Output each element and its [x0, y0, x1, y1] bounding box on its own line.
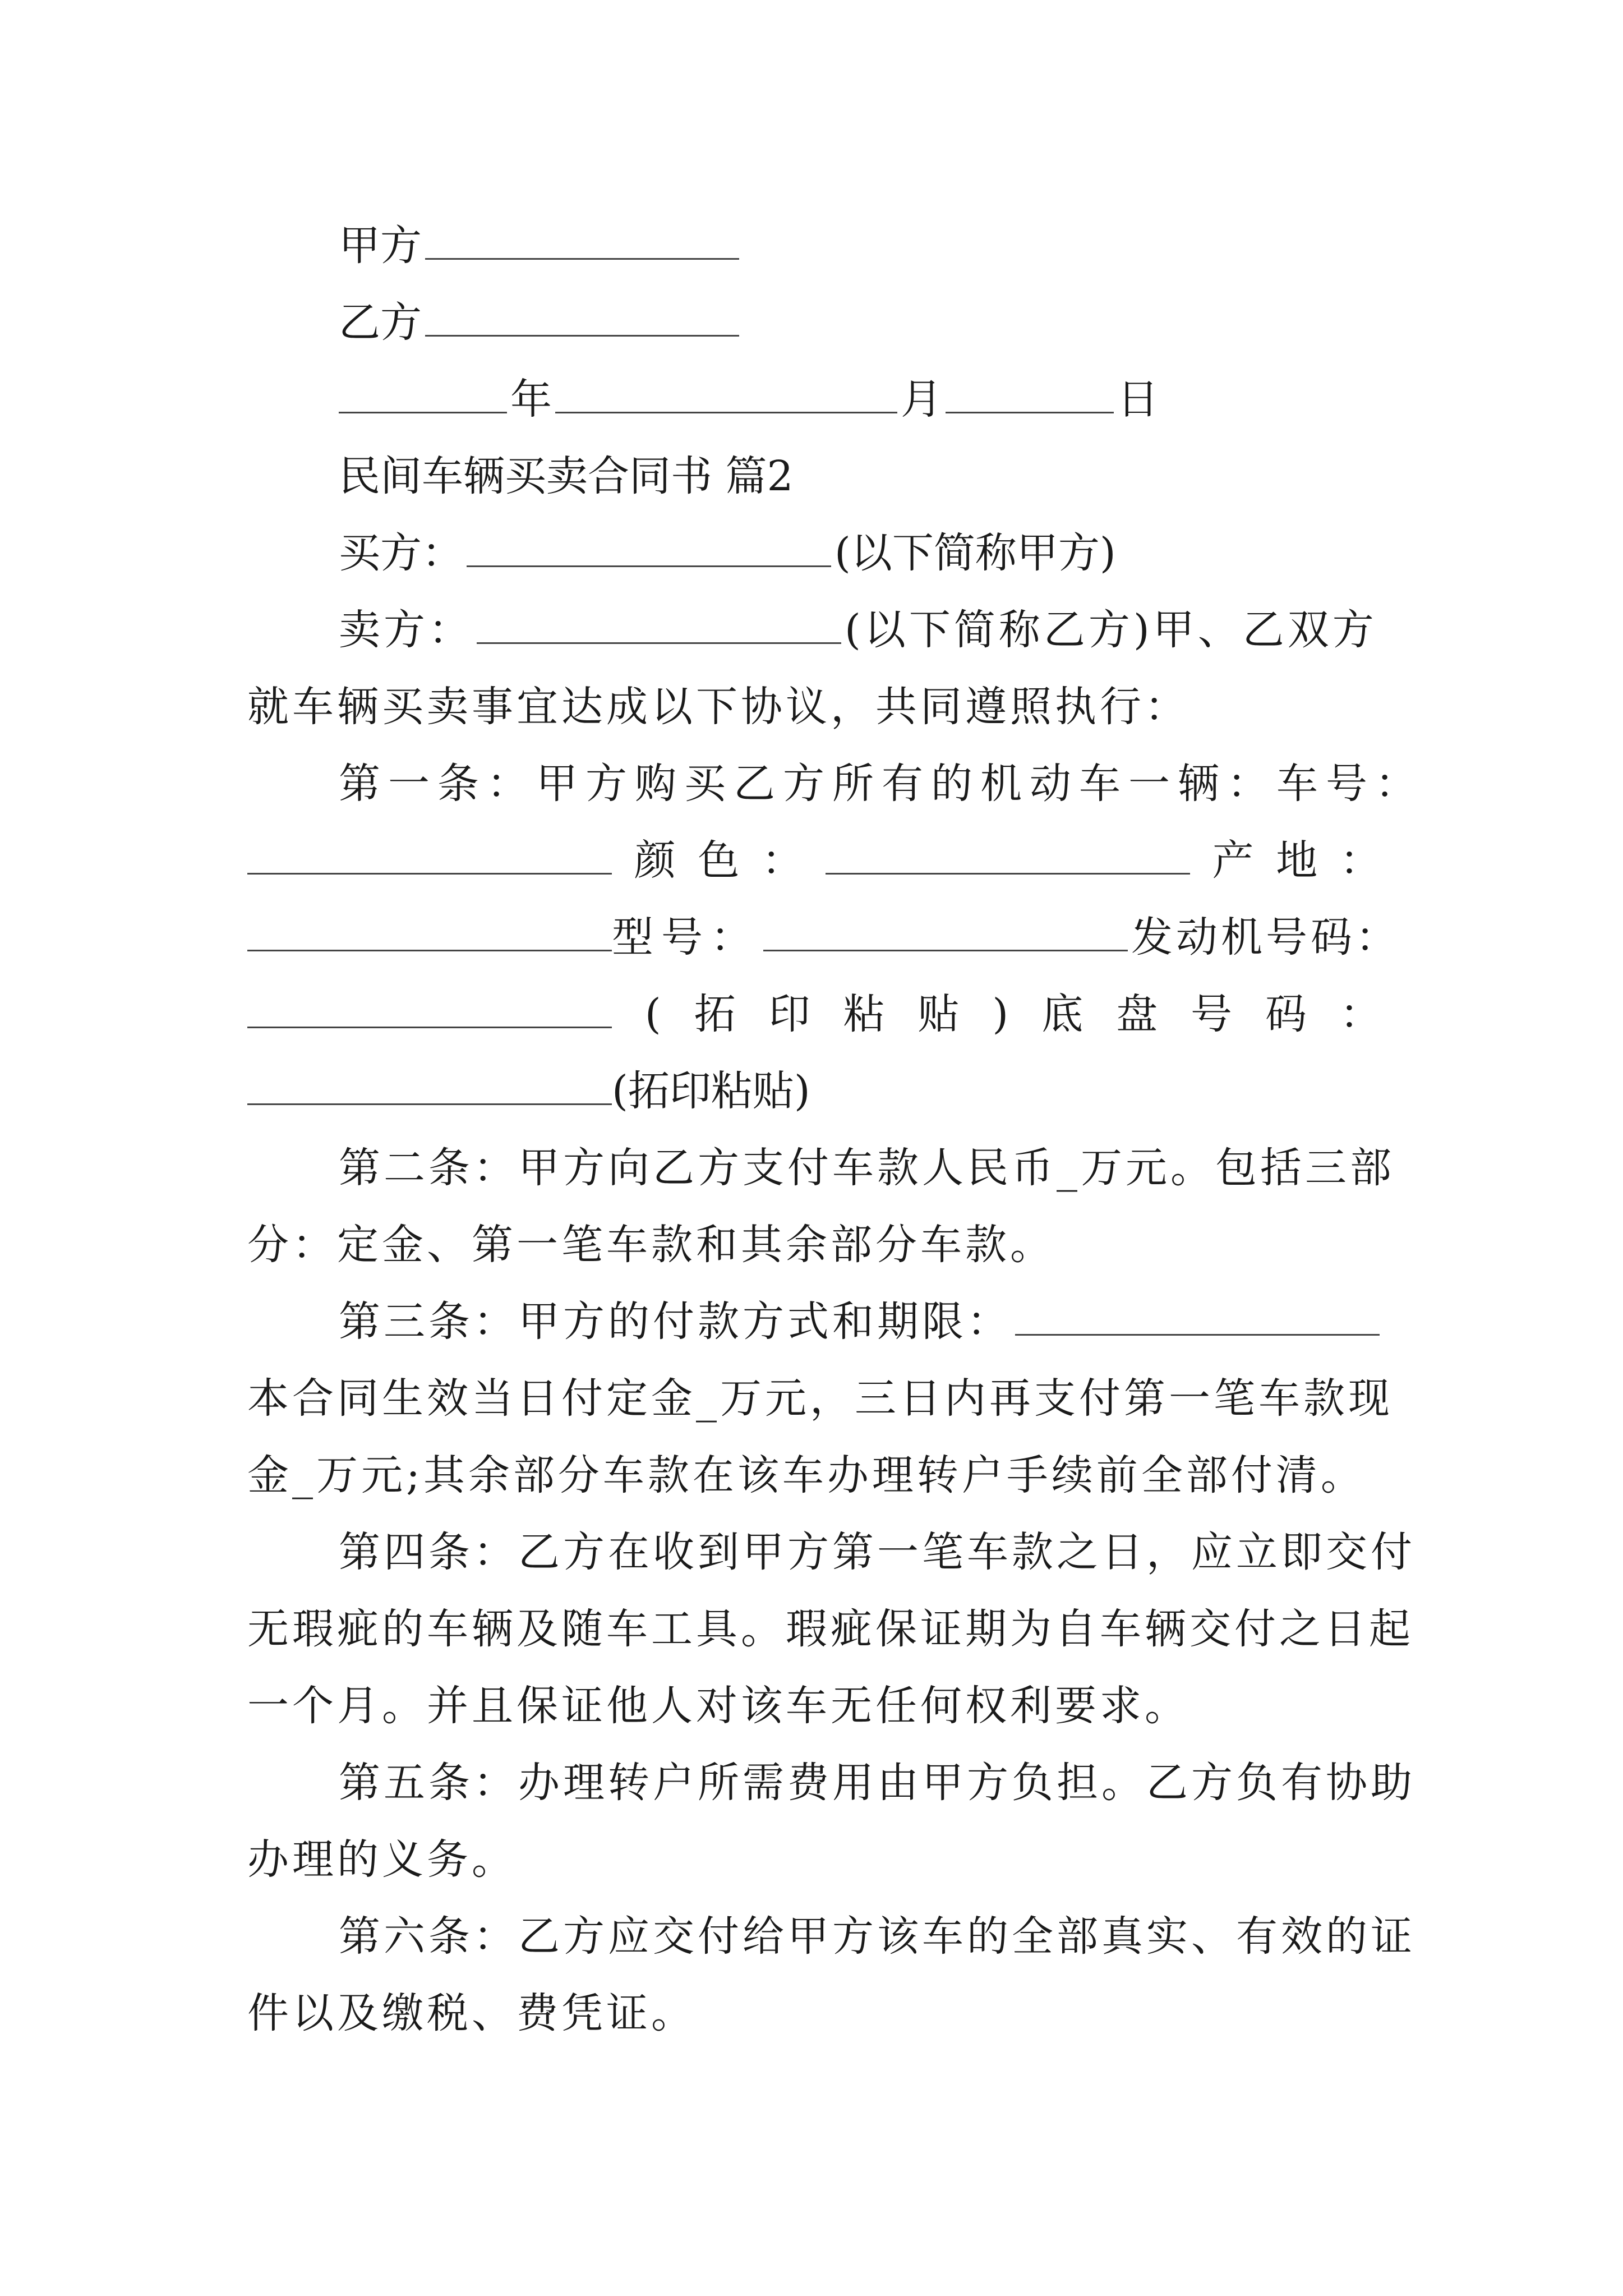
- seller-paragraph: [247, 592, 1381, 746]
- rub-char-5: 贴: [917, 990, 960, 1038]
- seller-suffix: (以下简称乙方)甲、乙双方: [845, 606, 1377, 654]
- article-3: [247, 1283, 1393, 1514]
- seller-label: 卖方：: [339, 606, 473, 654]
- rub-char-2: 拓: [694, 990, 736, 1038]
- payment-blank: [1015, 1299, 1380, 1336]
- seller-line: [247, 592, 1381, 669]
- party-b-sign-line: [247, 284, 1381, 361]
- article-1-line-3: [247, 899, 1400, 976]
- date-line: [247, 361, 1381, 438]
- article-1-line-5: [247, 1053, 1381, 1130]
- color-label-1: 颜: [634, 836, 676, 885]
- article-2: [247, 1130, 1395, 1283]
- chassis-blank: [247, 1069, 612, 1105]
- article-5: [247, 1745, 1415, 1898]
- rub-char-3: 印: [768, 990, 810, 1038]
- year-blank: [339, 377, 507, 413]
- origin-label-1: 产: [1212, 836, 1254, 885]
- day-blank: [946, 377, 1114, 413]
- rub-char-1: (: [644, 990, 661, 1038]
- party-b-blank: [425, 300, 739, 337]
- buyer-label: 买方：: [339, 529, 463, 577]
- seller-blank: [477, 608, 841, 644]
- article-2-line-2: 分：定金、第一笔车款和其余部分车款。: [247, 1221, 1055, 1269]
- model-blank: [763, 915, 1128, 951]
- contract-body: [247, 208, 1424, 2052]
- seller-line-cont: 就车辆买卖事宜达成以下协议，共同遵照执行：: [247, 683, 1189, 731]
- year-label: 年: [510, 375, 552, 424]
- article-2-line-1: 第二条：甲方向乙方支付车款人民币_万元。包括三部: [339, 1144, 1395, 1192]
- article-4-line-1: 第四条：乙方在收到甲方第一笔车款之日，应立即交付: [339, 1528, 1415, 1576]
- party-a-blank: [425, 223, 739, 260]
- month-label: 月: [901, 375, 942, 424]
- color-label-2: 色: [698, 836, 740, 885]
- plate-blank: [247, 838, 612, 875]
- color-label-3: ：: [762, 836, 804, 885]
- engine-label: 发动机号码：: [1131, 913, 1400, 961]
- rub-char-9: 号: [1191, 990, 1233, 1038]
- rub-char-11: ：: [1339, 990, 1381, 1038]
- rub-char-10: 码: [1265, 990, 1307, 1038]
- buyer-line: [247, 515, 1381, 592]
- origin-label-3: ：: [1339, 836, 1381, 885]
- article-6: [247, 1898, 1415, 2052]
- engine-blank: [247, 992, 612, 1028]
- rub-char-4: 粘: [843, 990, 885, 1038]
- buyer-suffix: (以下简称甲方): [834, 529, 1116, 577]
- origin-blank: [247, 915, 612, 951]
- article-3-text: 第三条：甲方的付款方式和期限：: [339, 1297, 1012, 1346]
- party-a-sign-line: [247, 208, 1381, 284]
- article-6-line-1: 第六条：乙方应交付给甲方该车的全部真实、有效的证: [339, 1912, 1415, 1961]
- rub-char-6: ): [992, 990, 1009, 1038]
- article-5-line-1: 第五条：办理转户所需费用由甲方负担。乙方负有协助: [339, 1759, 1415, 1807]
- article-1-line-4: [247, 976, 1381, 1053]
- article-6-line-2: 件以及缴税、费凭证。: [247, 1989, 696, 2037]
- color-blank: [826, 838, 1190, 875]
- article-1-line-1: 第一条：甲方购买乙方所有的机动车一辆：车号：: [339, 760, 1424, 808]
- origin-label-2: 地: [1276, 836, 1318, 885]
- month-blank: [555, 377, 897, 413]
- rub-char-8: 盘: [1116, 990, 1158, 1038]
- article-5-line-2: 办理的义务。: [247, 1835, 517, 1884]
- article-3-line-2: 本合同生效当日付定金_万元，三日内再支付第一笔车款现: [247, 1374, 1393, 1423]
- article-4: [247, 1514, 1415, 1745]
- rub-char-7: 底: [1041, 990, 1083, 1038]
- party-a-label: 甲方: [339, 222, 422, 270]
- article-4-line-3: 一个月。并且保证他人对该车无任何权利要求。: [247, 1682, 1189, 1730]
- article-1: [247, 746, 1424, 1130]
- section-heading: 民间车辆买卖合同书 篇2: [339, 452, 794, 500]
- day-label: 日: [1117, 375, 1159, 424]
- article-1-line-2: [247, 822, 1381, 899]
- rub-end: (拓印粘贴): [612, 1067, 810, 1115]
- article-3-line-1: [247, 1283, 1381, 1360]
- party-b-label: 乙方: [339, 298, 422, 347]
- buyer-blank: [467, 531, 831, 567]
- model-label: 型号：: [612, 913, 760, 961]
- article-3-line-3: 金_万元;其余部分车款在该车办理转户手续前全部付清。: [247, 1451, 1366, 1499]
- article-4-line-2: 无瑕疵的车辆及随车工具。瑕疵保证期为自车辆交付之日起: [247, 1605, 1414, 1653]
